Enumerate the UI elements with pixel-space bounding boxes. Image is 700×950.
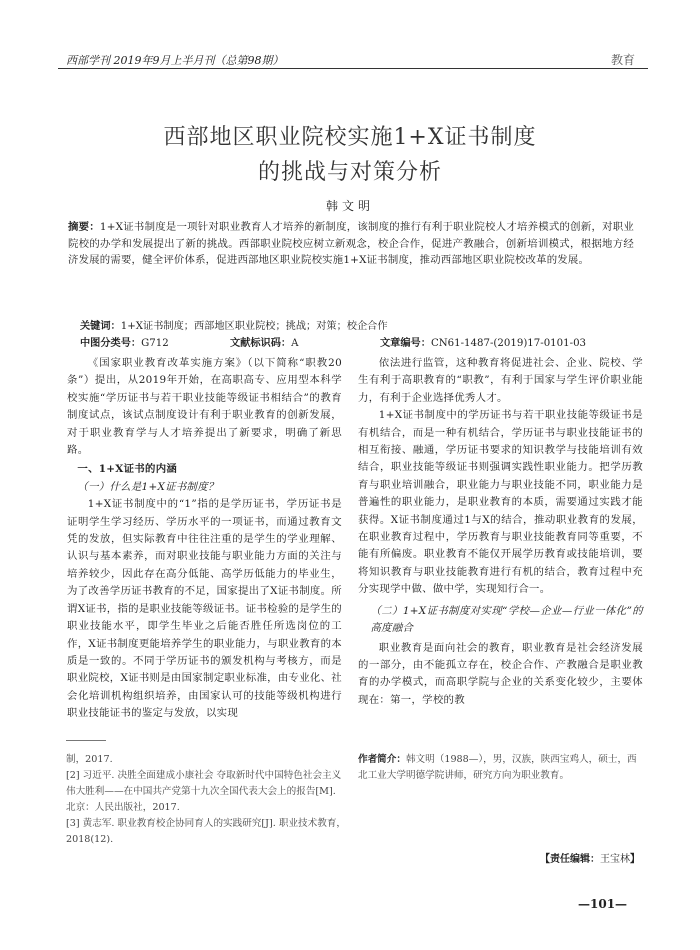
keywords-text: 1+X证书制度；西部地区职业院校；挑战；对策；校企合作 [120,321,388,332]
body-paragraph: 职业教育是面向社会的教育，职业教育是社会经济发展的一部分，由不能孤立存在，校企合作、产教融合是职业教育的办学模式，而高职学院与企业的关系变化较少，主要体现在：第一，学校的教 [358,641,643,706]
document-code-label: 文献标识码： [230,337,292,349]
clc-label: 中图分类号： [80,337,142,349]
body-paragraph: 1+X证书制度中的“1”指的是学历证书，学历证书是证明学生学习经历、学历水平的一项证书，而通过教育文凭的发放，但实际教育中往往注重的是学生的学业理解、认识与基本素养，而对职业技能与职业能力方面的关注与培养较少，因此存在高分低能、高学历低能力的毕业生，为了改善学历证书教育的不足，国家提出了X证书制度。所谓X证书，指的是职业技能等级证书。证书检验的是学生的职业技能水平，即学生毕业之后能否胜任所选岗位的工作，X证书制度更能培养学生的职业能力，与职业教育的本质是一致的。不同于学历证书的颁发机构与考核方，而是职业院校，X证书则是由国家制定职业标准，由专业化、社会化培训机构组织培养，由国家认可的技能等级机构进行职业技能证书的鉴定与发放，以实现 [67,498,342,720]
reference-item: [3] 黄志军. 职业教育校企协同育人的实践研究[J]. 职业技术教育，2018(12). [66,818,347,845]
body-paragraph: 《国家职业教育改革实施方案》（以下简称“职教20条”）提出，从2019年开始，在高职高专、应用型本科学校实施“学历证书与若干职业技能等级证书相结合”的教育制度试点，该试点制度设计有利于职业教育的创新发展，对于职业教育学与人才培养提出了新要求，明确了新思路。 [67,357,342,457]
responsible-editor [540,850,640,865]
subsection-heading: （一）什么是1+X证书制度？ [77,480,219,493]
page-number: —101— [578,897,628,911]
body-column-right [358,355,643,709]
abstract-text: 1+X证书制度是一项针对职业教育人才培养的新制度，该制度的推行有利于职业院校人才培养模式的创新，对职业院校的办学和发展提出了新的挑战。西部职业院校应树立新观念，校企合作，促进产教融合，创新培训模式，根据地方经济发展的需要，健全评价体系，促进西部地区职业院校实施1+X证书制度，推动西部地区职业院校改革的发展。 [68,221,634,266]
article-id-value: CN61-1487-(2019)17-0101-03 [430,338,587,349]
reference-item: 制，2017. [66,754,113,765]
running-header-section: 教育 [611,53,636,67]
author-bio-text: 韩文明（1988—），男，汉族，陕西宝鸡人，硕士，西北工业大学明德学院讲师，研究方向为职业教育。 [358,754,637,781]
clc-number [80,334,169,349]
subsection-heading: （二）1+X证书制度对实现“学校—企业—行业一体化”的高度融合 [370,604,643,635]
article-title-line2: 的挑战与对策分析 [257,160,442,185]
author-bio-label: 作者简介： [358,754,406,765]
author-bio [358,752,643,784]
editor-close: 】 [630,854,640,865]
keywords-label: 关键词： [80,320,121,332]
article-id-label: 文章编号： [380,337,431,349]
keywords-line [80,317,388,332]
running-header-journal: 西部学刊 2019年9月上半月刊（总第98期） [66,54,284,67]
section-heading: 一、1+X证书的内涵 [77,463,178,476]
footnote-rule [66,740,106,741]
header-rule [58,68,648,69]
document-code-value: A [291,338,299,349]
article-author: 韩文明 [325,199,374,213]
document-code [230,334,298,349]
references-list [66,752,346,848]
body-paragraph: 1+X证书制度中的学历证书与若干职业技能等级证书是有机结合，而是一种有机结合，学历证书与职业技能证书的相互衔接、融通，学历证书要求的知识教学与技能培训有效结合，职业技能等级证书则强调实践性职业能力。把学历教育与职业培训融合，职业能力与职业技能不同，职业能力是普遍性的职业能力，是职业教育的本质，需要通过实践才能获得。X证书制度通过1与X的结合，推动职业教育的发展，在职业教育过程中，学历教育与职业技能教育同等重要，不能有所偏废。职业教育不能仅开展学历教育或技能培训，要将知识教育与职业技能教育进行有机的结合，教育过程中充分实现学中做、做中学，实现知行合一。 [358,409,643,596]
article-id [380,334,586,349]
body-column-left [67,355,342,723]
abstract-label: 摘要： [68,221,100,233]
editor-label: 【责任编辑： [540,854,600,865]
clc-value: G712 [141,338,169,349]
article-title-line1: 西部地区职业院校实施1+X证书制度 [163,125,537,150]
body-paragraph: 依法进行监管，这种教育将促进社会、企业、院校、学生有利于高职教育的“职教”，有利于国家与学生评价职业能力，有利于企业选择优秀人才。 [358,357,643,404]
reference-item: [2] 习近平. 决胜全面建成小康社会 夺取新时代中国特色社会主义伟大胜利——在中国共产党第十九次全国代表大会上的报告[M]. 北京：人民出版社，2017. [66,770,342,813]
editor-name: 王宝林 [600,854,630,865]
abstract-block [68,219,634,269]
